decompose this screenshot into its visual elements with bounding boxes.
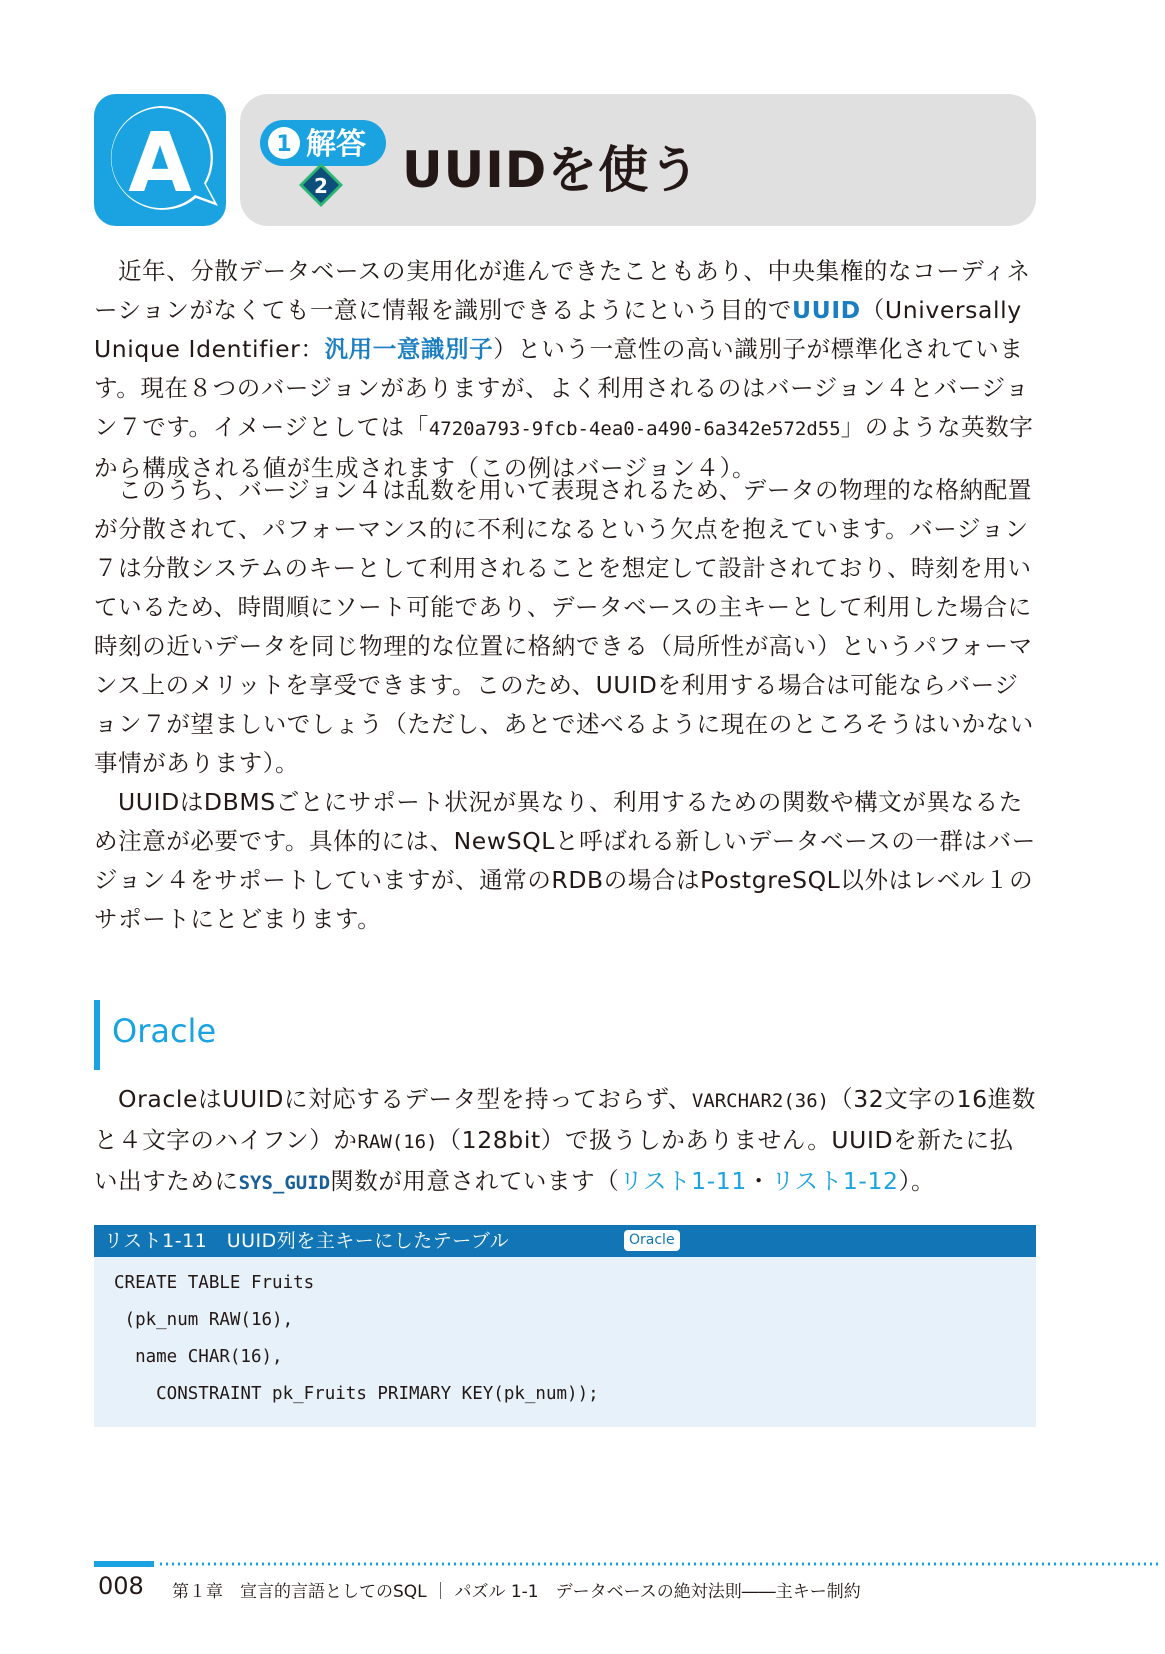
code-line: CONSTRAINT pk_Fruits PRIMARY KEY(pk_num)); xyxy=(114,1384,599,1404)
code-varchar2: VARCHAR2(36) xyxy=(691,1090,830,1112)
sub-number: 2 xyxy=(314,174,328,198)
section-marker xyxy=(94,1000,100,1070)
uuid-example: 4720a793-9fcb-4ea0-a490-6a342e572d55 xyxy=(428,418,841,440)
term-uuid-japanese: 汎用一意識別子 xyxy=(324,335,494,363)
listing-reference-link[interactable]: リスト1-12 xyxy=(771,1167,899,1195)
footer-rule xyxy=(94,1561,1160,1567)
text-run: 」のような英数字から構成される値が生成されます（この例はバージョン４）。 xyxy=(94,413,1034,482)
paragraph-intro xyxy=(94,252,1036,488)
text-run: ）。 xyxy=(898,1167,936,1195)
page-number: 008 xyxy=(98,1572,144,1600)
answer-a-badge-icon xyxy=(94,94,226,226)
text-run: ）という一意性の高い識別子が標準化されています。現在８つのバージョンがありますが、よく利用されるのはバージョン４とバージョン７です。イメージとしては「 xyxy=(94,335,1030,441)
text-run: 関数が用意されています（ xyxy=(330,1167,620,1195)
paragraph-versions: このうち、バージョン４は乱数を用いて表現されるため、データの物理的な格納配置が分散されて、パフォーマンス的に不利になるという欠点を抱えています。バージョン７は分散システムのキーとして利用されることを想定して設計されており、時刻を用いているため、時間順にソート可能であり、データベースの主キーとして利用した場合に時刻の近いデータを同じ物理的な位置に格納できる（局所性が高い）というパフォーマンス上のメリットを享受できます。このため、UUIDを利用する場合は可能ならバージョン７が望ましいでしょう（ただし、あとで述べるように現在のところそうはいかない事情があります）。 xyxy=(94,476,1034,777)
listing-reference-link[interactable]: リスト1-11 xyxy=(619,1167,747,1195)
answer-number: 1 xyxy=(276,132,292,157)
answer-label: 解答 xyxy=(306,127,366,162)
badge-letter: A xyxy=(128,116,192,211)
code-sys-guid: SYS_GUID xyxy=(238,1172,331,1194)
paragraph-dbms-support: UUIDはDBMSごとにサポート状況が異なり、利用するための関数や構文が異なるため注意が必要です。具体的には、NewSQLと呼ばれる新しいデータベースの一群はバージョン４をサポートしていますが、通常のRDBの場合はPostgreSQL以外はレベル１のサポートにとどまります。 xyxy=(94,788,1036,933)
text-run: ・ xyxy=(746,1167,772,1195)
section-title: Oracle xyxy=(112,1012,217,1050)
running-footer: 第１章 宣言的言語としてのSQL ｜ パズル 1-1 データベースの絶対法則――主キー制約 xyxy=(172,1582,861,1602)
paragraph-oracle xyxy=(94,1080,1036,1203)
listing-db-tag: Oracle xyxy=(624,1230,680,1251)
text-run: OracleはUUIDに対応するデータ型を持っておらず、 xyxy=(118,1085,692,1113)
listing-caption: リスト1-11 UUID列を主キーにしたテーブル xyxy=(104,1230,510,1252)
text-run: 近年、分散データベースの実用化が進んできたこともあり、中央集権的なコーディネーションがなくても一意に情報を識別できるようにという目的で xyxy=(94,257,1031,324)
code-line: name CHAR(16), xyxy=(114,1347,283,1367)
sub-number-diamond-icon xyxy=(298,162,344,208)
code-line: (pk_num RAW(16), xyxy=(114,1310,294,1330)
text-run: （32文字の16進数と４文字のハイフン）か xyxy=(94,1085,1036,1154)
listing-header xyxy=(94,1225,1036,1257)
answer-label-icon xyxy=(258,118,388,168)
code-listing xyxy=(94,1257,1036,1427)
page-title: UUIDを使う xyxy=(402,141,701,199)
text-run: （128bit）で扱うしかありません。UUIDを新たに払い出すために xyxy=(94,1126,1014,1195)
code-line: CREATE TABLE Fruits xyxy=(114,1273,315,1293)
code-raw: RAW(16) xyxy=(357,1131,438,1153)
term-uuid: UUID xyxy=(791,296,861,324)
text-run: （Universally Unique Identifier： xyxy=(94,296,1022,363)
